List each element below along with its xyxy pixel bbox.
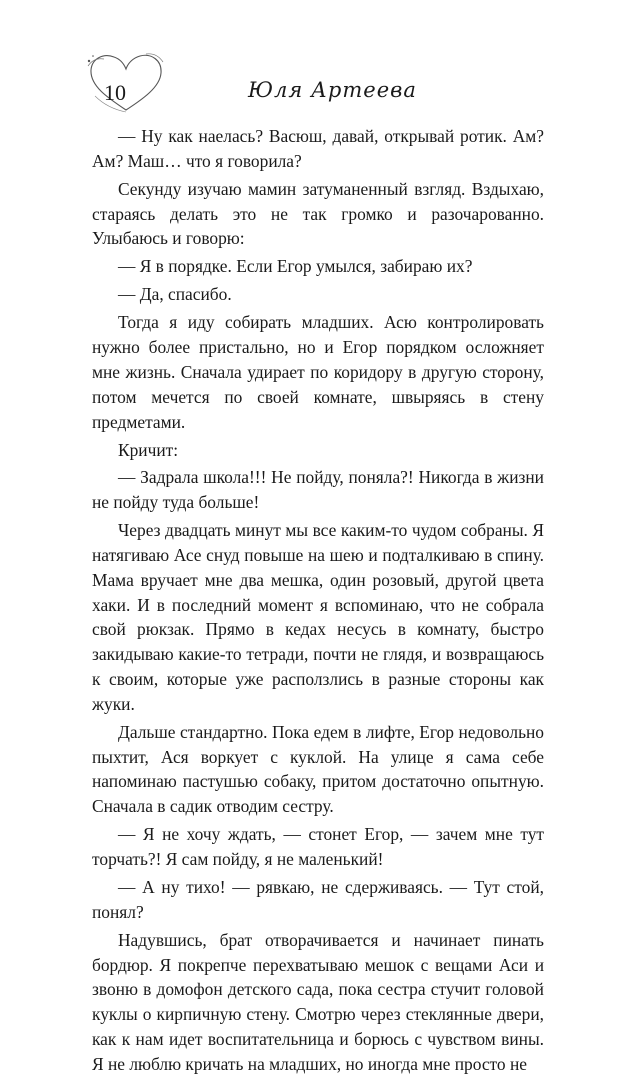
- paragraph: — Я не хочу ждать, — стонет Егор, — зачем мне тут торчать?! Я сам пойду, я не маленький!: [92, 824, 544, 869]
- paragraph: Тогда я иду собирать младших. Асю контролировать нужно более пристально, но и Егор порядком осложняет мне жизнь. Сначала удирает по коридору в другую сторону, потом мечется по своей комнате, швыряясь в стену предметами.: [92, 312, 544, 432]
- paragraph: Через двадцать минут мы все каким-то чудом собраны. Я натягиваю Асе снуд повыше на шею и подталкиваю в спину. Мама вручает мне два мешка, один розовый, другой цвета хаки. И в последний момент я вспоминаю, что не собрала свой рюкзак. Прямо в кедах несусь в комнату, быстро закидываю какие-то тетради, почти не глядя, и возвращаюсь к своим, которые уже расползлись в разные стороны как жуки.: [92, 520, 544, 714]
- paragraph: Секунду изучаю мамин затуманенный взгляд. Вздыхаю, стараясь делать это не так громко и разочарованно. Улыбаюсь и говорю:: [92, 178, 544, 249]
- body-text: [92, 124, 544, 1080]
- page-number: 10: [104, 80, 126, 105]
- paragraph: — Я в порядке. Если Егор умылся, забираю их?: [118, 256, 473, 277]
- paragraph: — Задрала школа!!! Не пойду, поняла?! Никогда в жизни не пойду туда больше!: [92, 467, 544, 513]
- paragraph: — Ну как наелась? Васюш, давай, открывай ротик. Ам? Ам? Маш… что я говорила?: [92, 126, 544, 171]
- paragraph: Надувшись, брат отворачивается и начинает пинать бордюр. Я покрепче перехватываю мешок с вещами Аси и звоню в домофон детского сада, пока сестра стучит головой куклы о кирпичную стену. Смотрю через стеклянные двери, как к нам идет воспитательница и борюсь с чувством вины. Я не люблю кричать на младших, но иногда мне просто не: [92, 929, 544, 1074]
- paragraph: Дальше стандартно. Пока едем в лифте, Егор недовольно пыхтит, Ася воркует с куклой. На улице я сама себе напоминаю пастушью собаку, притом достаточно опытную. Сначала в садик отводим сестру.: [92, 721, 544, 817]
- paragraph: — А ну тихо! — рявкаю, не сдерживаясь. — Тут стой, понял?: [92, 876, 544, 922]
- heart-ornament: [86, 50, 166, 116]
- author-running-head: Юля Артеева: [248, 78, 417, 102]
- paragraph: Кричит:: [118, 439, 179, 460]
- paragraph: — Да, спасибо.: [118, 284, 232, 305]
- heart-outline-icon: [86, 50, 166, 116]
